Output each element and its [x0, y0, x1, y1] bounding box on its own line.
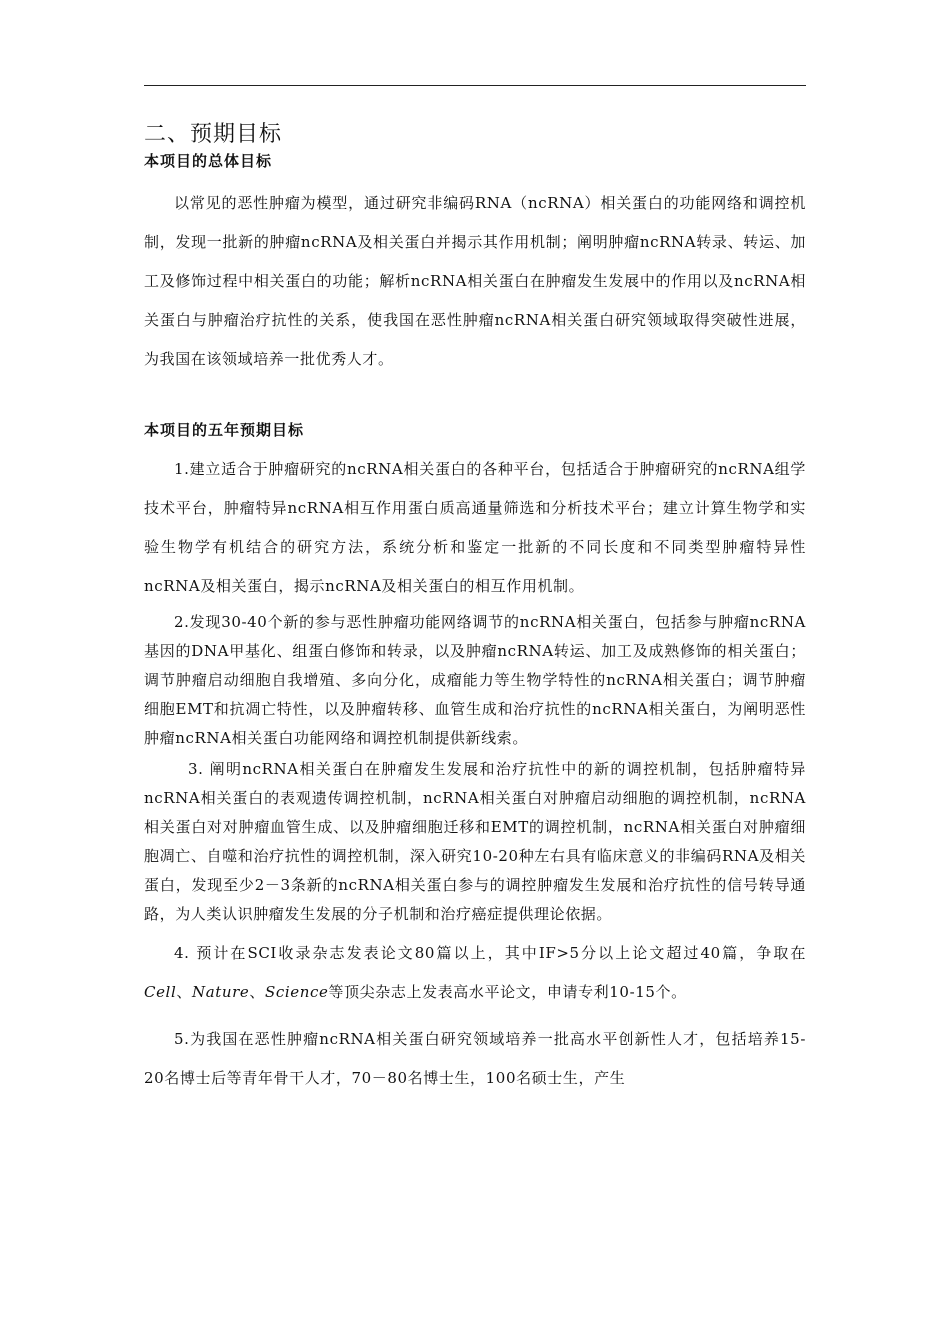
journal-science: Science: [264, 983, 329, 1001]
goal-item-2: 2.发现30-40个新的参与恶性肿瘤功能网络调节的ncRNA相关蛋白，包括参与肿瘤ncRNA基因的DNA甲基化、组蛋白修饰和转录，以及肿瘤ncRNA转运、加工及成熟修饰的相关蛋白；调节肿瘤启动细胞自我增殖、多向分化，成瘤能力等生物学特性的ncRNA相关蛋白；调节肿瘤细胞EMT和抗凋亡特性，以及肿瘤转移、血管生成和治疗抗性的ncRNA相关蛋白，为阐明恶性肿瘤ncRNA相关蛋白功能网络和调控机制提供新线索。: [144, 613, 806, 747]
journal-separator-1: 、: [176, 983, 192, 1001]
goal-item-4: [144, 934, 806, 1012]
overall-goal-paragraph: 以常见的恶性肿瘤为模型，通过研究非编码RNA（ncRNA）相关蛋白的功能网络和调控机制，发现一批新的肿瘤ncRNA及相关蛋白并揭示其作用机制；阐明肿瘤ncRNA转录、转运、加工及修饰过程中相关蛋白的功能；解析ncRNA相关蛋白在肿瘤发生发展中的作用以及ncRNA相关蛋白与肿瘤治疗抗性的关系，使我国在恶性肿瘤ncRNA相关蛋白研究领域取得突破性进展，为我国在该领域培养一批优秀人才。: [144, 194, 806, 368]
section-title: 二、预期目标: [144, 122, 283, 147]
header-rule: [144, 85, 806, 86]
goal-item-1: 1.建立适合于肿瘤研究的ncRNA相关蛋白的各种平台，包括适合于肿瘤研究的ncRNA组学技术平台，肿瘤特异ncRNA相互作用蛋白质高通量筛选和分析技术平台；建立计算生物学和实验生物学有机结合的研究方法，系统分析和鉴定一批新的不同长度和不同类型肿瘤特异性ncRNA及相关蛋白，揭示ncRNA及相关蛋白的相互作用机制。: [144, 460, 806, 595]
goal-item-5: 5.为我国在恶性肿瘤ncRNA相关蛋白研究领域培养一批高水平创新性人才，包括培养15-20名博士后等青年骨干人才，70－80名博士生，100名硕士生，产生: [144, 1030, 806, 1087]
overall-goal-heading: 本项目的总体目标: [144, 152, 273, 170]
journal-nature: Nature: [191, 983, 250, 1001]
journal-cell: Cell: [144, 983, 177, 1001]
journal-separator-2: 、: [249, 983, 265, 1001]
goal-item-3: 3. 阐明ncRNA相关蛋白在肿瘤发生发展和治疗抗性中的新的调控机制，包括肿瘤特异ncRNA相关蛋白的表观遗传调控机制，ncRNA相关蛋白对肿瘤启动细胞的调控机制，ncRNA相关蛋白对对肿瘤血管生成、以及肿瘤细胞迁移和EMT的调控机制，ncRNA相关蛋白对肿瘤细胞凋亡、自噬和治疗抗性的调控机制，深入研究10-20种左右具有临床意义的非编码RNA及相关蛋白，发现至少2－3条新的ncRNA相关蛋白参与的调控肿瘤发生发展和治疗抗性的信号转导通路，为人类认识肿瘤发生发展的分子机制和治疗癌症提供理论依据。: [144, 760, 806, 923]
document-body: [144, 120, 806, 1098]
goal-item-4-text-a: 4. 预计在SCI收录杂志发表论文80篇以上，其中IF>5分以上论文超过40篇，争取在: [174, 944, 806, 962]
five-year-goal-heading: 本项目的五年预期目标: [144, 421, 305, 439]
goal-item-4-text-b: 等顶尖杂志上发表高水平论文，申请专利10-15个。: [328, 983, 687, 1001]
